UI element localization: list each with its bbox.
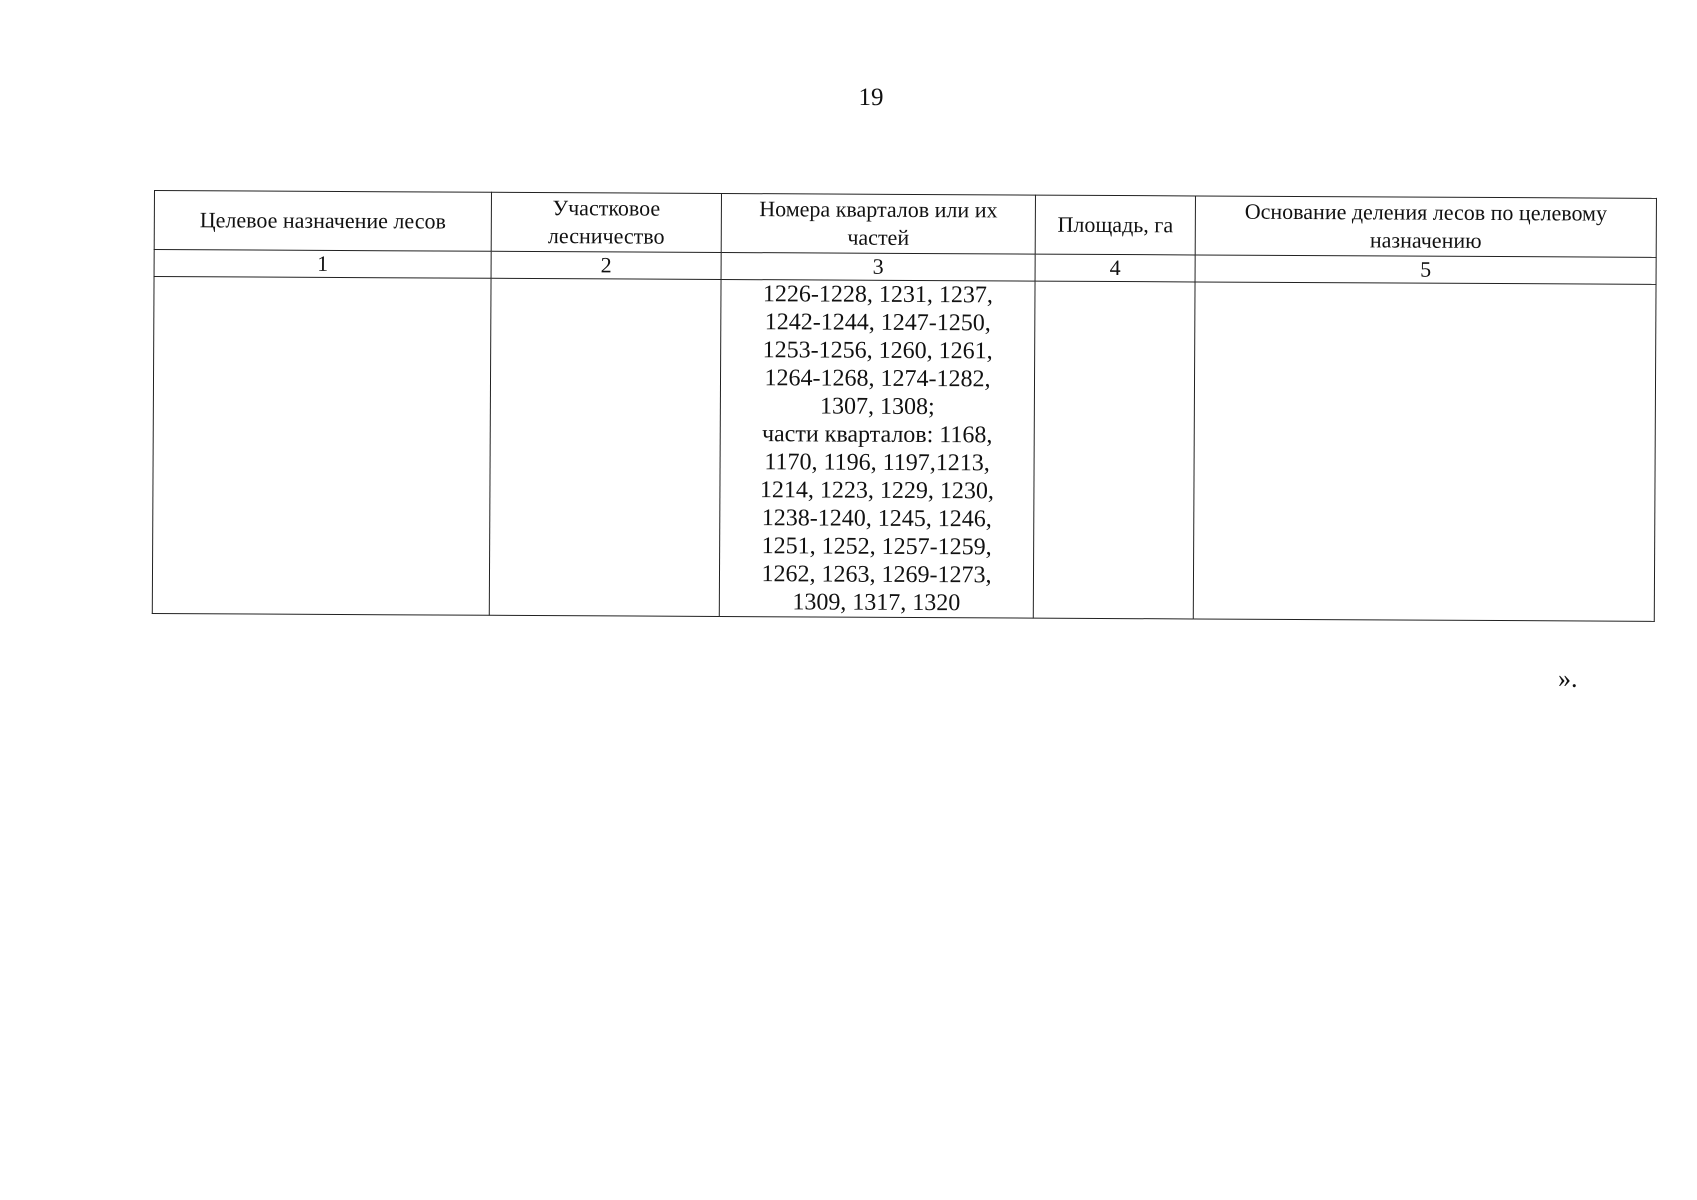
table-row xyxy=(152,277,1656,622)
quarter-line: 1214, 1223, 1229, 1230, xyxy=(759,477,995,505)
closing-quote-mark: ». xyxy=(1558,664,1578,693)
header-division-basis: Основание деления лесов по целевому назначению xyxy=(1195,196,1656,257)
header-quarter-numbers: Номера кварталов или их частей xyxy=(721,193,1035,254)
quarter-line: части кварталов: 1168, xyxy=(761,421,993,449)
quarter-line: 1226-1228, 1231, 1237, xyxy=(762,281,994,309)
column-number: 1 xyxy=(154,250,491,279)
quarter-line: 1307, 1308; xyxy=(819,393,935,421)
cell-district-forestry xyxy=(489,278,721,616)
quarter-line: 1262, 1263, 1269-1273, xyxy=(761,561,992,589)
forest-purpose-table xyxy=(152,190,1657,622)
page-number: 19 xyxy=(858,84,884,111)
column-number: 4 xyxy=(1035,254,1195,282)
header-forest-purpose: Целевое назначение лесов xyxy=(154,191,491,252)
quarter-line: 1253-1256, 1260, 1261, xyxy=(762,337,993,365)
quarter-line: 1242-1244, 1247-1250, xyxy=(764,309,991,337)
quarter-line: 1251, 1252, 1257-1259, xyxy=(761,533,992,561)
quarter-line: 1264-1268, 1274-1282, xyxy=(764,365,991,393)
column-number: 2 xyxy=(491,251,721,279)
quarter-line: 1238-1240, 1245, 1246, xyxy=(761,505,992,533)
header-district-forestry: Участковое лесничество xyxy=(491,192,721,252)
column-number: 3 xyxy=(721,252,1035,281)
cell-quarter-numbers xyxy=(719,279,1035,618)
quarter-line: 1309, 1317, 1320 xyxy=(792,589,961,617)
cell-area xyxy=(1033,281,1195,619)
quarter-line: 1170, 1196, 1197,1213, xyxy=(764,449,990,477)
cell-division-basis xyxy=(1193,282,1656,621)
table-header-row xyxy=(154,191,1656,258)
cell-forest-purpose xyxy=(152,277,491,616)
column-number: 5 xyxy=(1195,255,1656,284)
header-area: Площадь, га xyxy=(1035,195,1195,255)
